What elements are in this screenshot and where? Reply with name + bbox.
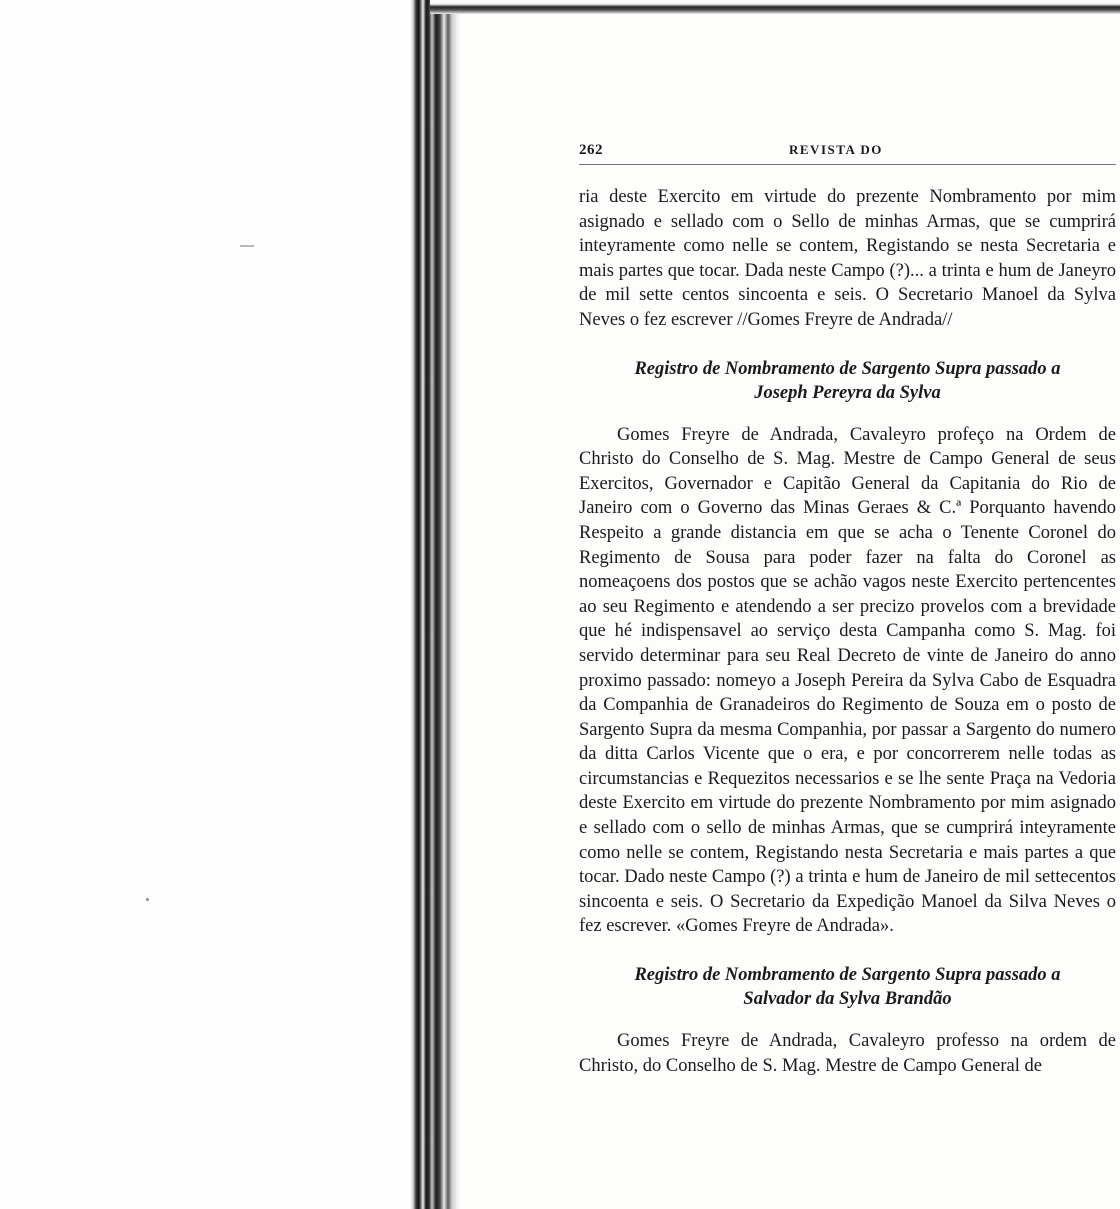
scan-speck [146,898,149,901]
section-heading-2 [579,963,1116,1011]
book-spine [410,0,462,1209]
right-page [579,136,1116,1078]
running-header: REVISTA DO [789,142,883,157]
paragraph-continued: ria deste Exercito em virtude do prezente Nombramento por mim asignado e sellado com o Sello de minhas Armas, que se cumprirá inteyramente como nelle se contem, Registando se nesta Secretaria e mais partes que tocar. Dada neste Campo (?)... a trinta e hum de Janeyro de mil sette centos sincoenta e seis. O Secretario Manoel da Sylva Neves o fez escrever //Gomes Freyre de Andrada// [579,187,1116,330]
section-heading-1-line1: Registro de Nombramento de Sargento Supra passado a [634,358,1061,379]
page-header [579,136,1116,165]
page-number: 262 [579,142,603,158]
paragraph-nomination-salvador: Gomes Freyre de Andrada, Cavaleyro professo na ordem de Christo, do Conselho de S. Mag. Mestre de Campo General de [579,1031,1116,1076]
page-top-edge [430,0,1120,14]
section-heading-1-line2: Joseph Pereyra da Sylva [754,382,941,403]
section-heading-2-line1: Registro de Nombramento de Sargento Supra passado a [634,965,1061,986]
section-heading-1 [579,357,1116,405]
blank-left-page [0,0,410,1209]
page-body [579,185,1116,1078]
scan-speck [240,245,254,247]
section-heading-2-line2: Salvador da Sylva Brandão [743,989,952,1010]
paragraph-nomination-joseph: Gomes Freyre de Andrada, Cavaleyro profeço na Ordem de Christo do Conselho de S. Mag. Mestre de Campo General de seus Exercitos, Governador e Capitão General da Capitania do Rio de Janeiro com o Governo das Minas Geraes & C.ª Porquanto havendo Respeito a grande distancia em que se acha o Tenente Coronel do Regimento de Sousa para poder fazer na falta do Coronel as nomeaçoens dos postos que se achão vagos neste Exercito pertencentes ao seu Regimento e atendendo a ser precizo provelos com a brevidade que hé indispensavel ao serviço desta Campanha como S. Mag. foi servido determinar para seu Real Decreto de vinte de Janeiro do anno proximo passado: nomeyo a Joseph Pereira da Sylva Cabo de Esquadra da Companhia de Granadeiros do Regimento de Souza em o posto de Sargento Supra da mesma Companhia, por passar a Sargento do numero da ditta Carlos Vicente que o era, e por concorrerem nelle todas as circumstancias e Requezitos necessarios e se lhe sente Praça na Vedoria deste Exercito em virtude do prezente Nombramento por mim asignado e sellado com o sello de minhas Armas, que se cumprirá inteyramente como nelle se contem, Registando nesta Secretaria e mais partes a que tocar. Dado neste Campo (?) a trinta e hum de Janeiro de mil settecentos sincoenta e seis. O Secretario da Expedição Manoel da Silva Neves o fez escrever. «Gomes Freyre de Andrada». [579,424,1116,937]
